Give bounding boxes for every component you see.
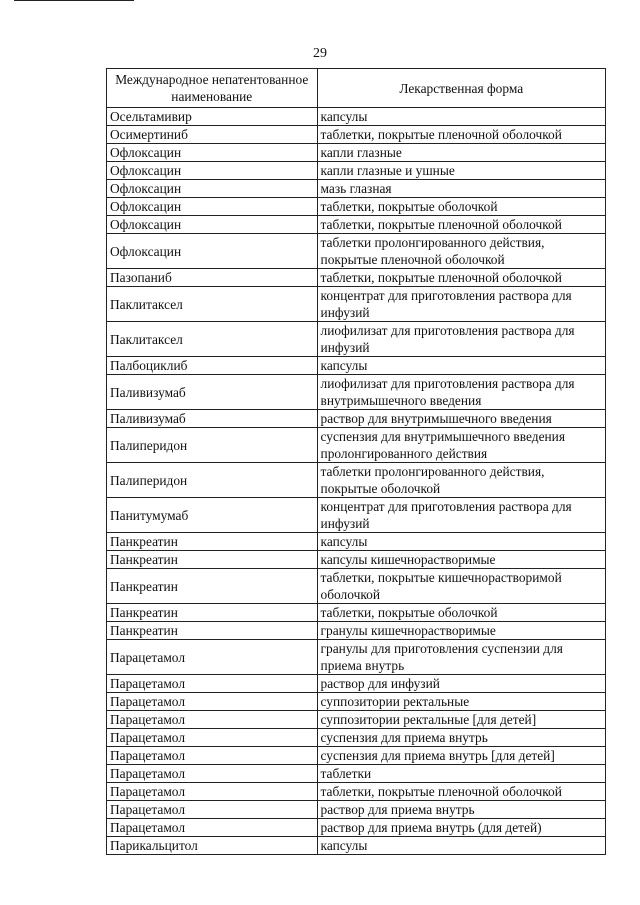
dosage-form-cell: раствор для приема внутрь (для детей) [317, 819, 605, 837]
inn-cell: Парацетамол [107, 783, 318, 801]
inn-cell: Осимертиниб [107, 126, 318, 144]
dosage-form-cell: таблетки, покрытые пленочной оболочкой [317, 269, 605, 287]
inn-cell: Панитумумаб [107, 498, 318, 533]
inn-cell: Парацетамол [107, 819, 318, 837]
table-row [107, 747, 606, 765]
table-row [107, 711, 606, 729]
table-row [107, 216, 606, 234]
dosage-form-cell: суппозитории ректальные [для детей] [317, 711, 605, 729]
inn-cell: Парацетамол [107, 675, 318, 693]
inn-cell: Офлоксацин [107, 198, 318, 216]
dosage-form-cell: капсулы кишечнорастворимые [317, 551, 605, 569]
table-row [107, 837, 606, 855]
dosage-form-cell: таблетки, покрытые пленочной оболочкой [317, 126, 605, 144]
table-row [107, 783, 606, 801]
inn-cell: Парацетамол [107, 801, 318, 819]
dosage-form-cell: таблетки [317, 765, 605, 783]
top-rule [14, 0, 134, 2]
table-row [107, 675, 606, 693]
inn-cell: Парикальцитол [107, 837, 318, 855]
inn-cell: Пазопаниб [107, 269, 318, 287]
dosage-form-cell: лиофилизат для приготовления раствора для внутримышечного введения [317, 375, 605, 410]
table-row [107, 375, 606, 410]
inn-cell: Парацетамол [107, 747, 318, 765]
inn-cell: Палбоциклиб [107, 357, 318, 375]
dosage-form-cell: раствор для внутримышечного введения [317, 410, 605, 428]
table-row [107, 162, 606, 180]
dosage-form-cell: таблетки пролонгированного действия, покрытые оболочкой [317, 463, 605, 498]
dosage-form-cell: таблетки, покрытые пленочной оболочкой [317, 783, 605, 801]
inn-cell: Палиперидон [107, 428, 318, 463]
table-row [107, 569, 606, 604]
inn-cell: Парацетамол [107, 765, 318, 783]
table-row [107, 126, 606, 144]
dosage-form-cell: капсулы [317, 108, 605, 126]
table-row [107, 180, 606, 198]
dosage-form-cell: концентрат для приготовления раствора для инфузий [317, 287, 605, 322]
inn-cell: Осельтамивир [107, 108, 318, 126]
inn-cell: Панкреатин [107, 622, 318, 640]
dosage-form-cell: раствор для приема внутрь [317, 801, 605, 819]
table-row [107, 410, 606, 428]
dosage-form-cell: таблетки пролонгированного действия, покрытые пленочной оболочкой [317, 234, 605, 269]
table-row [107, 622, 606, 640]
table-row [107, 463, 606, 498]
dosage-form-cell: суппозитории ректальные [317, 693, 605, 711]
dosage-form-cell: таблетки, покрытые оболочкой [317, 198, 605, 216]
dosage-form-cell: капли глазные и ушные [317, 162, 605, 180]
table-row [107, 801, 606, 819]
dosage-form-cell: таблетки, покрытые кишечнорастворимой оболочкой [317, 569, 605, 604]
dosage-form-cell: мазь глазная [317, 180, 605, 198]
inn-cell: Парацетамол [107, 640, 318, 675]
table-row [107, 428, 606, 463]
inn-cell: Паливизумаб [107, 410, 318, 428]
inn-cell: Панкреатин [107, 569, 318, 604]
inn-cell: Панкреатин [107, 604, 318, 622]
column-header-inn: Международное непатентованное наименование [107, 69, 318, 108]
dosage-form-cell: концентрат для приготовления раствора для инфузий [317, 498, 605, 533]
inn-cell: Парацетамол [107, 729, 318, 747]
table-row [107, 640, 606, 675]
table-row [107, 269, 606, 287]
inn-cell: Паливизумаб [107, 375, 318, 410]
table-row [107, 287, 606, 322]
dosage-form-cell: капсулы [317, 837, 605, 855]
dosage-form-cell: капсулы [317, 357, 605, 375]
dosage-form-cell: капсулы [317, 533, 605, 551]
inn-cell: Офлоксацин [107, 216, 318, 234]
inn-cell: Палиперидон [107, 463, 318, 498]
inn-cell: Парацетамол [107, 711, 318, 729]
table-row [107, 533, 606, 551]
table-row [107, 604, 606, 622]
table-row [107, 498, 606, 533]
table-row [107, 234, 606, 269]
column-header-dosage-form: Лекарственная форма [317, 69, 605, 108]
dosage-form-cell: раствор для инфузий [317, 675, 605, 693]
table-row [107, 551, 606, 569]
inn-cell: Панкреатин [107, 533, 318, 551]
table-row [107, 144, 606, 162]
inn-cell: Паклитаксел [107, 287, 318, 322]
dosage-form-cell: таблетки, покрытые пленочной оболочкой [317, 216, 605, 234]
table-row [107, 108, 606, 126]
inn-cell: Паклитаксел [107, 322, 318, 357]
table-row [107, 322, 606, 357]
inn-cell: Офлоксацин [107, 144, 318, 162]
dosage-form-cell: капли глазные [317, 144, 605, 162]
table-header-row [107, 69, 606, 108]
table-row [107, 819, 606, 837]
dosage-form-cell: суспензия для внутримышечного введения пролонгированного действия [317, 428, 605, 463]
drug-table [106, 68, 606, 855]
inn-cell: Офлоксацин [107, 180, 318, 198]
table-row [107, 693, 606, 711]
table-body [107, 108, 606, 855]
dosage-form-cell: суспензия для приема внутрь [для детей] [317, 747, 605, 765]
inn-cell: Офлоксацин [107, 234, 318, 269]
inn-cell: Офлоксацин [107, 162, 318, 180]
table-row [107, 357, 606, 375]
table-row [107, 198, 606, 216]
dosage-form-cell: гранулы для приготовления суспензии для приема внутрь [317, 640, 605, 675]
table-row [107, 729, 606, 747]
inn-cell: Парацетамол [107, 693, 318, 711]
dosage-form-cell: суспензия для приема внутрь [317, 729, 605, 747]
page-number: 29 [313, 46, 327, 61]
dosage-form-cell: таблетки, покрытые оболочкой [317, 604, 605, 622]
inn-cell: Панкреатин [107, 551, 318, 569]
dosage-form-cell: гранулы кишечнорастворимые [317, 622, 605, 640]
table-row [107, 765, 606, 783]
dosage-form-cell: лиофилизат для приготовления раствора для инфузий [317, 322, 605, 357]
